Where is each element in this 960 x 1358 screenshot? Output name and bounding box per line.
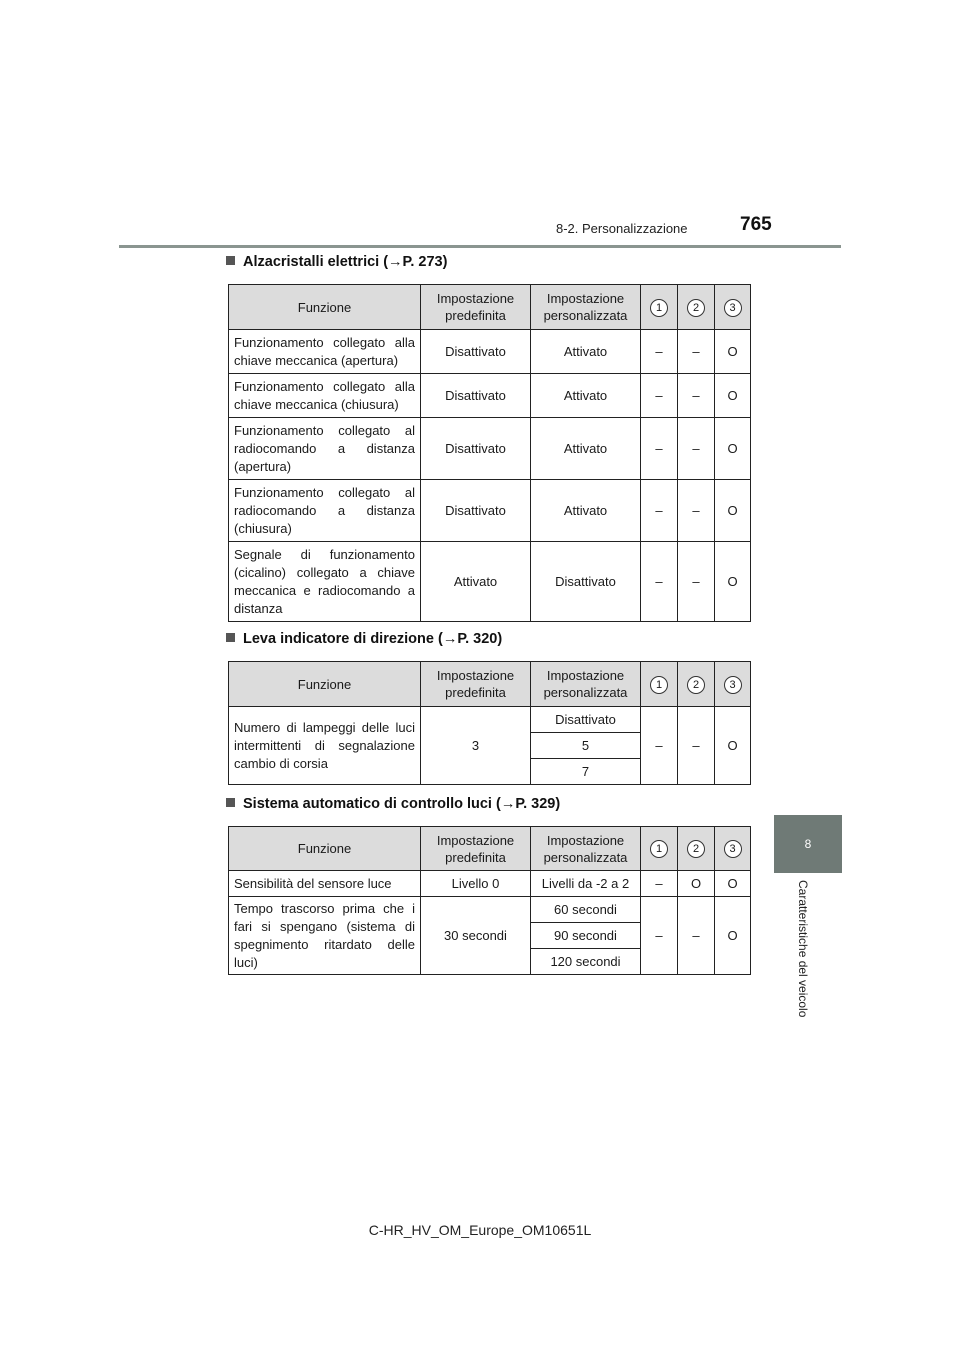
chapter-label: Caratteristiche del veicolo	[796, 880, 810, 1018]
col-3	[715, 662, 751, 707]
cell-predefinita: 30 secondi	[421, 897, 531, 975]
settings-table	[228, 284, 751, 622]
cell-funzione: Funzionamento collegato al radiocomando a distanza (chiusura)	[229, 480, 421, 542]
section-title	[226, 796, 560, 812]
cell-personalizzata: Disattivato	[531, 542, 641, 622]
col-2	[678, 662, 715, 707]
square-bullet-icon	[226, 633, 235, 642]
cell-c2: –	[678, 418, 715, 480]
table-row	[229, 707, 751, 733]
table-row	[229, 330, 751, 374]
cell-predefinita: Disattivato	[421, 374, 531, 418]
cell-c2: –	[678, 542, 715, 622]
col-3	[715, 827, 751, 871]
chapter-number: 8	[804, 837, 812, 851]
col-personalizzata: Impostazione personalizzata	[531, 827, 641, 871]
cell-funzione: Funzionamento collegato alla chiave meccanica (apertura)	[229, 330, 421, 374]
cell-c1: –	[641, 418, 678, 480]
cell-c1: –	[641, 542, 678, 622]
cell-c3: O	[715, 480, 751, 542]
table-header-row	[229, 285, 751, 330]
cell-c1: –	[641, 330, 678, 374]
section-title-text: Leva indicatore di direzione (→P. 320)	[243, 631, 503, 647]
cell-funzione: Segnale di funzionamento (cicalino) collegato a chiave meccanica e radiocomando a distanza	[229, 542, 421, 622]
cell-c1: –	[641, 480, 678, 542]
cell-personalizzata: 90 secondi	[531, 923, 641, 949]
cell-personalizzata: 120 secondi	[531, 949, 641, 975]
header-rule	[119, 245, 841, 248]
circled-2-icon: 2	[687, 840, 705, 858]
table-row	[229, 897, 751, 923]
section-title-text: Alzacristalli elettrici (→P. 273)	[243, 254, 448, 270]
cell-c3: O	[715, 374, 751, 418]
cell-predefinita: Disattivato	[421, 330, 531, 374]
cell-c3: O	[715, 330, 751, 374]
cell-c2: –	[678, 330, 715, 374]
circled-1-icon: 1	[650, 840, 668, 858]
table-row	[229, 480, 751, 542]
cell-c3: O	[715, 897, 751, 975]
cell-c3: O	[715, 871, 751, 897]
cell-c3: O	[715, 542, 751, 622]
cell-personalizzata: 60 secondi	[531, 897, 641, 923]
cell-personalizzata: Attivato	[531, 418, 641, 480]
section-title	[226, 631, 502, 647]
table-row	[229, 542, 751, 622]
circled-3-icon: 3	[724, 299, 742, 317]
circled-2-icon: 2	[687, 299, 705, 317]
section-title-text: Sistema automatico di controllo luci (→P. 329)	[243, 796, 561, 812]
col-2	[678, 827, 715, 871]
cell-funzione: Numero di lampeggi delle luci intermittenti di segnalazione cambio di corsia	[229, 707, 421, 785]
circled-2-icon: 2	[687, 676, 705, 694]
col-2	[678, 285, 715, 330]
col-1	[641, 285, 678, 330]
col-funzione: Funzione	[229, 827, 421, 871]
cell-funzione: Funzionamento collegato al radiocomando a distanza (apertura)	[229, 418, 421, 480]
circled-3-icon: 3	[724, 840, 742, 858]
header-section: 8-2. Personalizzazione	[556, 221, 688, 236]
cell-funzione: Funzionamento collegato alla chiave meccanica (chiusura)	[229, 374, 421, 418]
cell-personalizzata: Disattivato	[531, 707, 641, 733]
cell-c2: –	[678, 897, 715, 975]
col-personalizzata: Impostazione personalizzata	[531, 285, 641, 330]
circled-1-icon: 1	[650, 299, 668, 317]
cell-predefinita: Disattivato	[421, 418, 531, 480]
cell-funzione: Sensibilità del sensore luce	[229, 871, 421, 897]
cell-c1: –	[641, 707, 678, 785]
circled-3-icon: 3	[724, 676, 742, 694]
cell-predefinita: Disattivato	[421, 480, 531, 542]
cell-c2: O	[678, 871, 715, 897]
col-personalizzata: Impostazione personalizzata	[531, 662, 641, 707]
square-bullet-icon	[226, 798, 235, 807]
table-row	[229, 374, 751, 418]
col-predefinita: Impostazione predefinita	[421, 285, 531, 330]
page-number: 765	[740, 214, 772, 235]
cell-c2: –	[678, 480, 715, 542]
col-predefinita: Impostazione predefinita	[421, 662, 531, 707]
col-1	[641, 662, 678, 707]
cell-c1: –	[641, 897, 678, 975]
cell-personalizzata: Attivato	[531, 480, 641, 542]
col-3	[715, 285, 751, 330]
table-header-row	[229, 827, 751, 871]
cell-c2: –	[678, 707, 715, 785]
col-funzione: Funzione	[229, 662, 421, 707]
cell-personalizzata: 7	[531, 759, 641, 785]
cell-predefinita: Attivato	[421, 542, 531, 622]
col-funzione: Funzione	[229, 285, 421, 330]
footer-document-code: C-HR_HV_OM_Europe_OM10651L	[368, 1222, 592, 1238]
cell-funzione: Tempo trascorso prima che i fari si spengano (sistema di spegnimento ritardato delle luci)	[229, 897, 421, 975]
cell-predefinita: Livello 0	[421, 871, 531, 897]
settings-table	[228, 661, 751, 785]
table-row	[229, 871, 751, 897]
col-1	[641, 827, 678, 871]
cell-personalizzata: Attivato	[531, 374, 641, 418]
cell-personalizzata: Attivato	[531, 330, 641, 374]
square-bullet-icon	[226, 256, 235, 265]
col-predefinita: Impostazione predefinita	[421, 827, 531, 871]
cell-c3: O	[715, 418, 751, 480]
table-header-row	[229, 662, 751, 707]
cell-c3: O	[715, 707, 751, 785]
cell-personalizzata: 5	[531, 733, 641, 759]
circled-1-icon: 1	[650, 676, 668, 694]
table-row	[229, 418, 751, 480]
cell-c1: –	[641, 871, 678, 897]
cell-c2: –	[678, 374, 715, 418]
settings-table	[228, 826, 751, 975]
chapter-tab	[774, 815, 842, 873]
cell-personalizzata: Livelli da -2 a 2	[531, 871, 641, 897]
section-title	[226, 254, 447, 270]
cell-c1: –	[641, 374, 678, 418]
cell-predefinita: 3	[421, 707, 531, 785]
